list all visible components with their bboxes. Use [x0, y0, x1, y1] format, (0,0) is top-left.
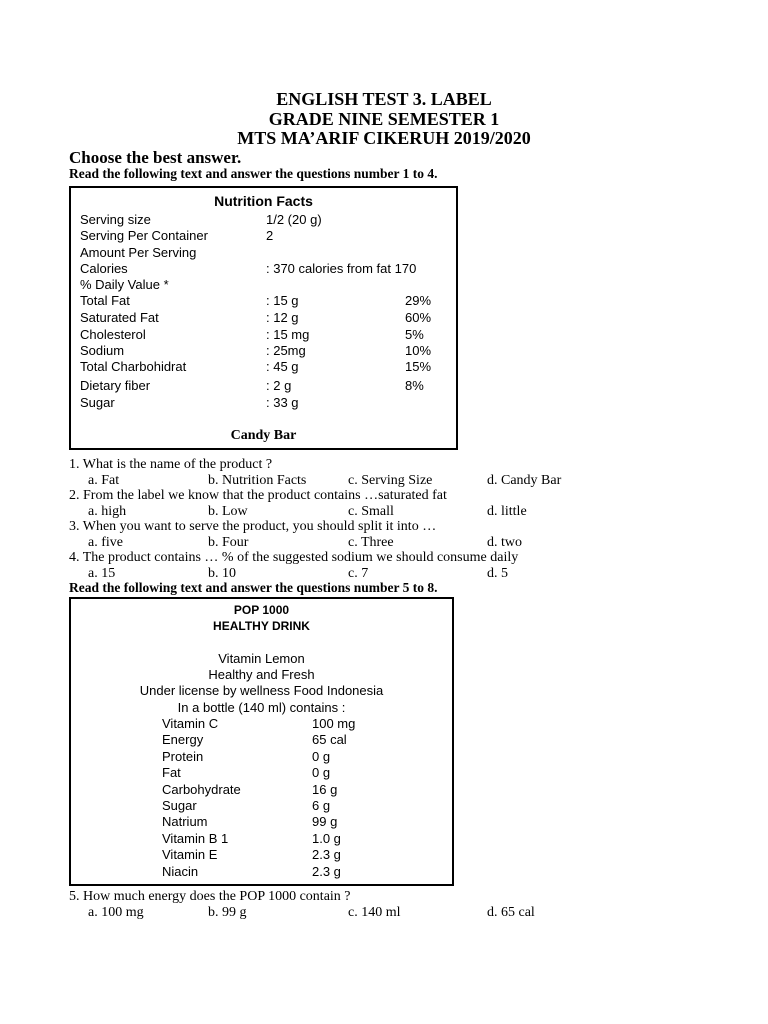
product-name: Candy Bar [230, 428, 297, 443]
content-name: Energy [162, 732, 204, 747]
nutrient-daily-value: 10% [405, 343, 432, 358]
pop1000-line3: Under license by wellness Food Indonesia [139, 683, 384, 698]
nutrient-amount: : 25mg [266, 343, 306, 358]
content-name: Sugar [162, 798, 197, 813]
nutrient-amount: : 15 mg [266, 327, 310, 342]
pop1000-subtitle: HEALTHY DRINK [213, 619, 310, 633]
content-amount: 65 cal [312, 732, 347, 747]
nutrient-amount: : 33 g [266, 395, 299, 410]
content-amount: 99 g [312, 814, 338, 829]
content-name: Vitamin E [162, 847, 218, 862]
section2-instruction: Read the following text and answer the questions number 5 to 8. [69, 580, 438, 595]
answer-option: a. Fat [88, 473, 120, 488]
answer-option: b. 10 [208, 566, 236, 581]
nutrition-facts-title: Nutrition Facts [214, 193, 313, 209]
nutrient-name: Saturated Fat [80, 310, 159, 325]
question-text: 2. From the label we know that the product contains …saturated fat [69, 488, 447, 503]
pop1000-title: POP 1000 [233, 603, 290, 617]
question-text: 4. The product contains … % of the suggested sodium we should consume daily [69, 550, 519, 565]
nutrient-name: Sugar [80, 395, 115, 410]
nutrient-name: Cholesterol [80, 327, 146, 342]
content-amount: 2.3 g [312, 847, 341, 862]
answer-option: d. 5 [487, 566, 508, 581]
pop1000-line1: Vitamin Lemon [218, 651, 305, 666]
answer-option: d. two [487, 535, 522, 550]
answer-option: d. Candy Bar [487, 473, 562, 488]
answer-option: b. 99 g [208, 905, 247, 920]
nutrient-amount: : 12 g [266, 310, 299, 325]
nutrient-name: Sodium [80, 343, 125, 358]
pop1000-label-box [69, 597, 454, 886]
nutrient-name: Dietary fiber [80, 378, 151, 393]
answer-option: b. Low [208, 504, 248, 519]
grade-title: GRADE NINE SEMESTER 1 [268, 109, 500, 129]
nutrient-daily-value: 29% [405, 293, 432, 308]
pop1000-line2: Healthy and Fresh [208, 667, 315, 682]
answer-option: a. five [88, 535, 123, 550]
nutrient-name: Total Fat [80, 293, 130, 308]
main-instruction: Choose the best answer. [69, 148, 242, 167]
content-name: Carbohydrate [162, 782, 241, 797]
content-amount: 16 g [312, 782, 338, 797]
content-amount: 100 mg [312, 716, 356, 731]
school-title: MTS MA’ARIF CIKERUH 2019/2020 [237, 128, 531, 148]
question-text: 5. How much energy does the POP 1000 contain ? [69, 889, 351, 904]
question-text: 3. When you want to serve the product, you should split it into … [69, 519, 437, 534]
nutrient-name: Serving size [80, 212, 151, 227]
answer-option: c. Small [348, 504, 394, 519]
answer-option: c. Three [348, 535, 394, 550]
answer-option: c. 7 [348, 566, 369, 581]
content-amount: 6 g [312, 798, 331, 813]
content-name: Fat [162, 765, 181, 780]
answer-option: d. 65 cal [487, 905, 535, 920]
nutrient-amount: : 45 g [266, 359, 299, 374]
answer-option: b. Nutrition Facts [208, 473, 307, 488]
content-name: Niacin [162, 864, 199, 879]
nutrient-name: Amount Per Serving [80, 245, 197, 260]
content-name: Protein [162, 749, 204, 764]
nutrient-amount: : 2 g [266, 378, 292, 393]
answer-option: c. 140 ml [348, 905, 401, 920]
nutrient-daily-value: 8% [405, 378, 424, 393]
nutrient-name: Total Charbohidrat [80, 359, 187, 374]
pop1000-line4: In a bottle (140 ml) contains : [177, 700, 346, 715]
nutrient-amount: : 370 calories from fat 170 [266, 261, 417, 276]
nutrient-daily-value: 60% [405, 310, 432, 325]
answer-option: b. Four [208, 535, 249, 550]
content-name: Vitamin C [162, 716, 219, 731]
nutrient-amount: 1/2 (20 g) [266, 212, 322, 227]
content-amount: 0 g [312, 765, 331, 780]
question-text: 1. What is the name of the product ? [69, 457, 273, 472]
answer-option: a. 100 mg [88, 905, 144, 920]
content-amount: 1.0 g [312, 831, 341, 846]
answer-option: a. 15 [88, 566, 116, 581]
answer-option: a. high [88, 504, 127, 519]
nutrient-daily-value: 5% [405, 327, 424, 342]
section1-instruction: Read the following text and answer the questions number 1 to 4. [69, 166, 438, 181]
test-title: ENGLISH TEST 3. LABEL [276, 89, 492, 109]
content-amount: 2.3 g [312, 864, 341, 879]
answer-option: d. little [487, 504, 527, 519]
nutrient-name: Calories [80, 261, 128, 276]
nutrient-name: Serving Per Container [80, 228, 208, 243]
nutrient-amount: : 15 g [266, 293, 299, 308]
content-amount: 0 g [312, 749, 331, 764]
answer-option: c. Serving Size [348, 473, 433, 488]
content-name: Vitamin B 1 [162, 831, 229, 846]
nutrient-amount: 2 [266, 228, 274, 243]
nutrient-daily-value: 15% [405, 359, 432, 374]
nutrient-name: % Daily Value * [80, 277, 169, 292]
content-name: Natrium [162, 814, 208, 829]
